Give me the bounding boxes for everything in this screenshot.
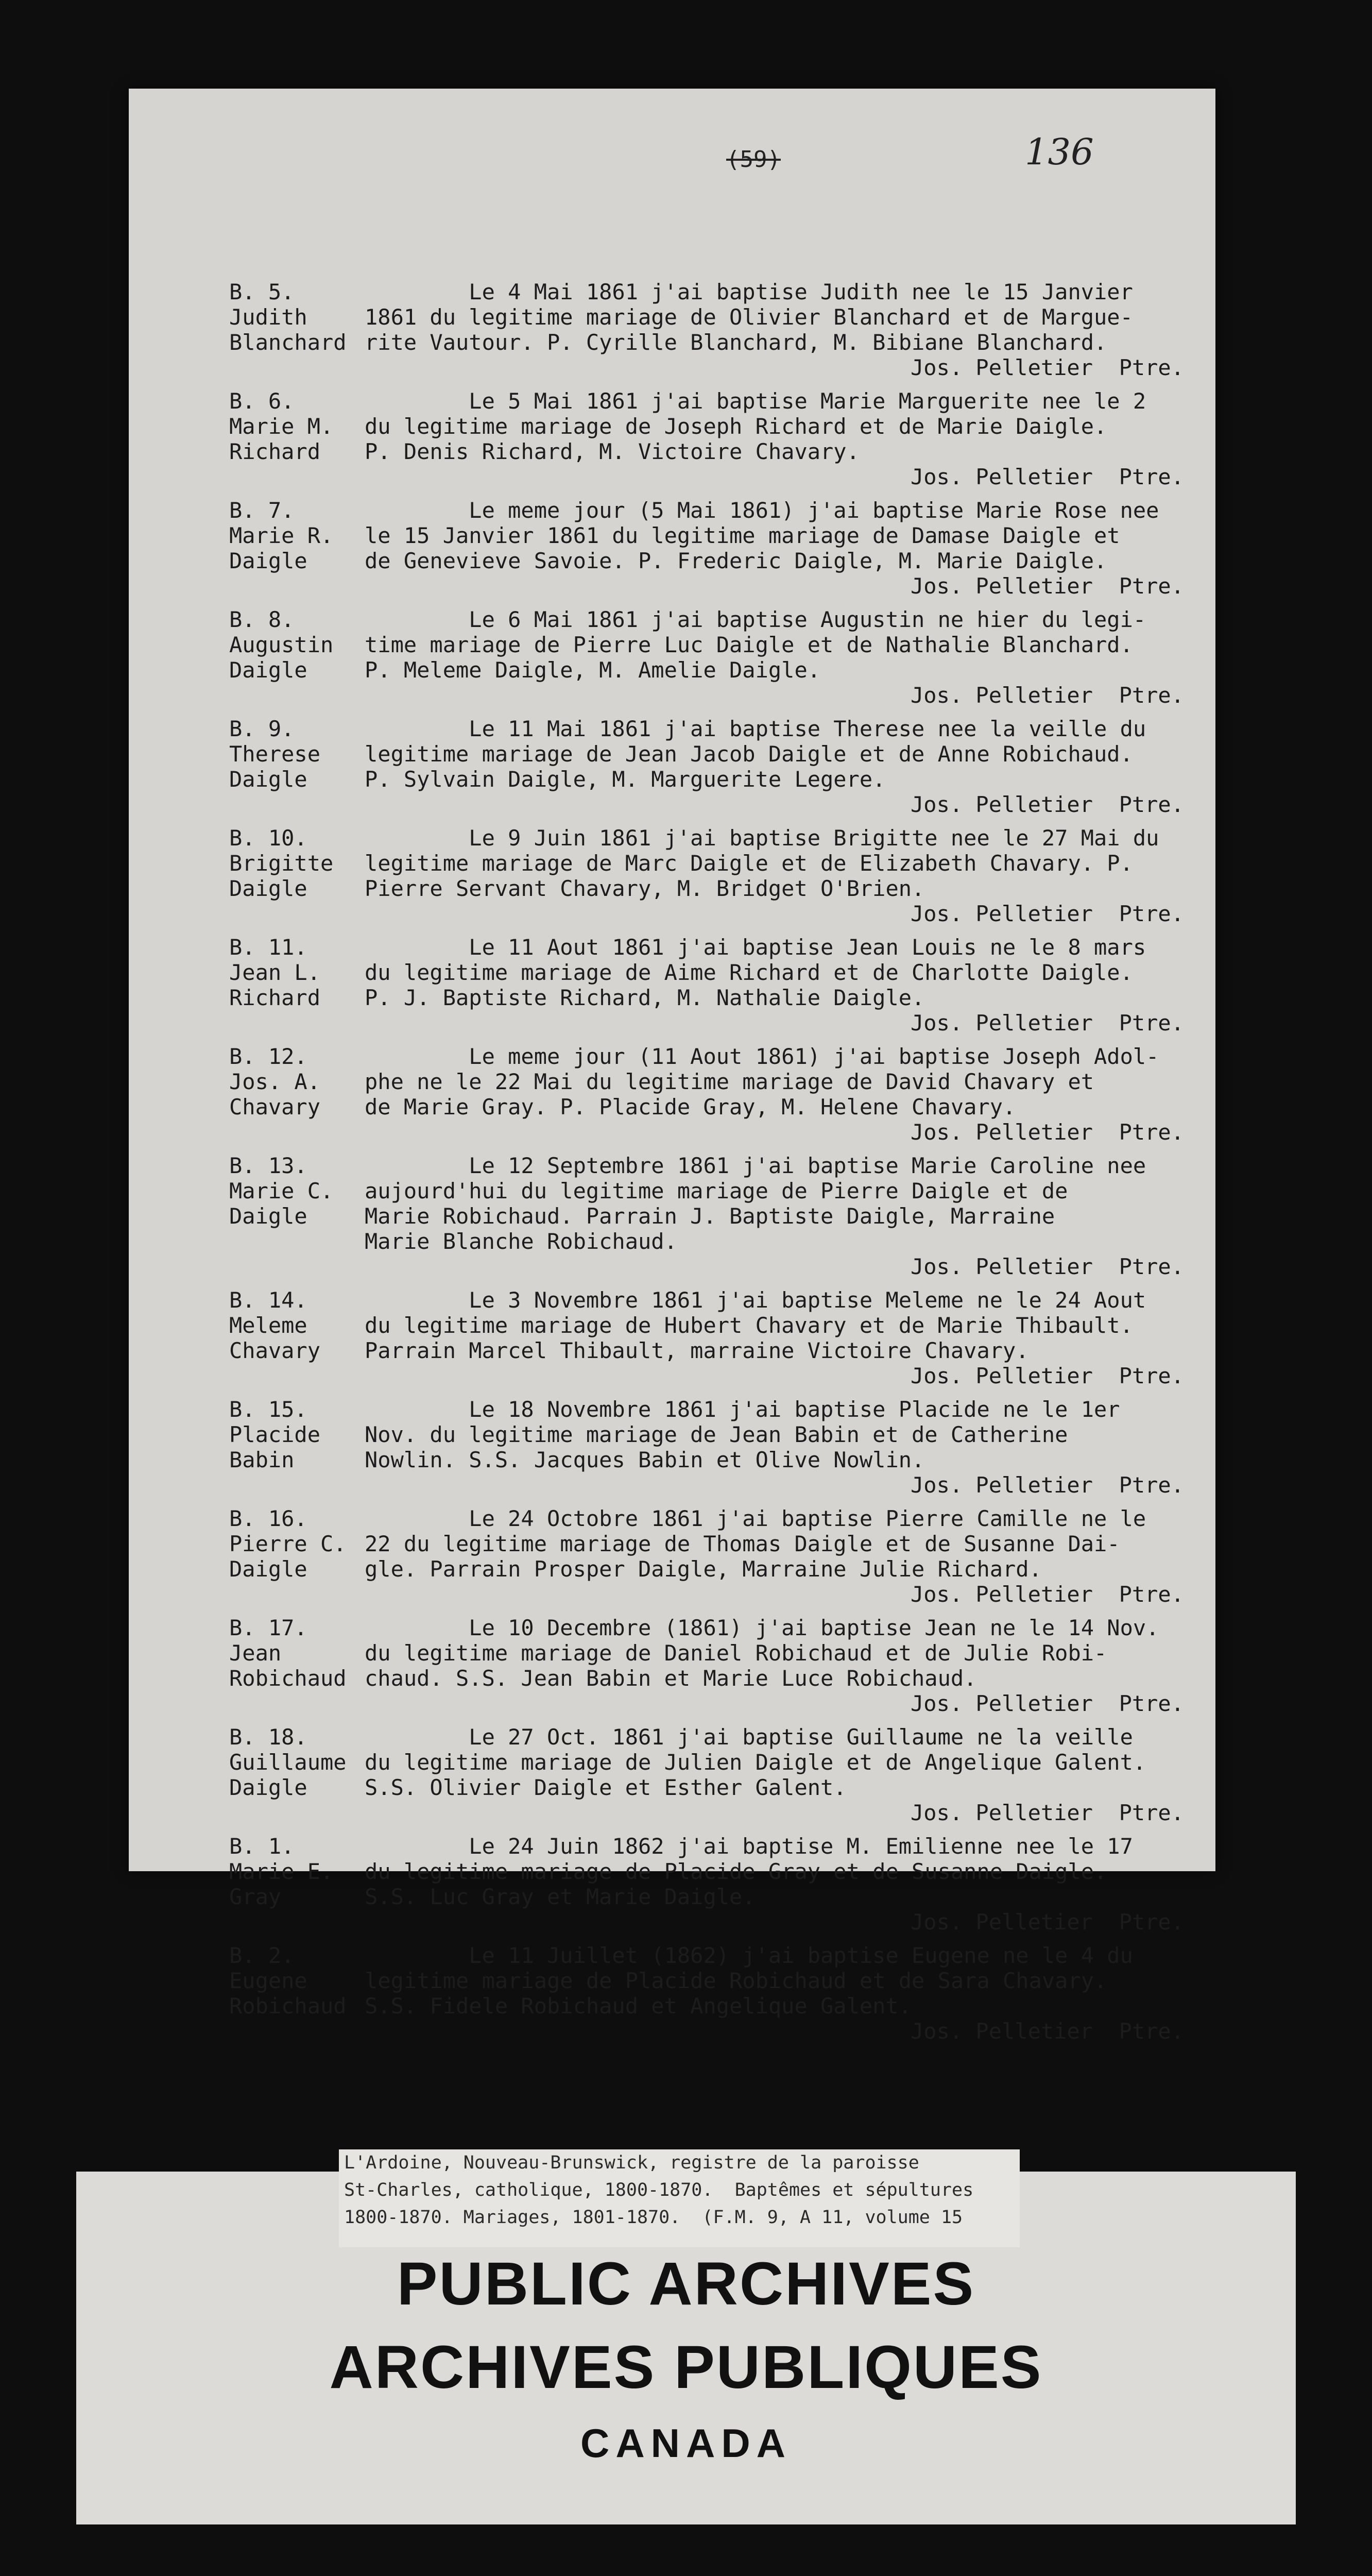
entry-text-line: P. Meleme Daigle, M. Amelie Daigle. bbox=[365, 657, 821, 683]
entry-text-line: Le 3 Novembre 1861 j'ai baptise Meleme ne le 24 Aout bbox=[365, 1287, 1146, 1313]
margin-note-line: Daigle bbox=[229, 657, 307, 683]
priest-signature: Jos. Pelletier Ptre. bbox=[911, 1472, 1185, 1498]
stamp-line-canada: CANADA bbox=[580, 2420, 792, 2466]
margin-note-line: Daigle bbox=[229, 1775, 307, 1800]
entry-text-line: S.S. Luc Gray et Marie Daigle. bbox=[365, 1884, 756, 1909]
entry-text-line: aujourd'hui du legitime mariage de Pierre Daigle et de bbox=[365, 1178, 1068, 1204]
margin-note-line: B. 14. bbox=[229, 1287, 307, 1313]
priest-signature: Jos. Pelletier Ptre. bbox=[911, 1010, 1185, 1036]
margin-note-line: B. 5. bbox=[229, 279, 295, 304]
priest-signature: Jos. Pelletier Ptre. bbox=[911, 1691, 1185, 1716]
entry-margin-note bbox=[229, 1943, 363, 2019]
entry-text-line: P. J. Baptiste Richard, M. Nathalie Daigle. bbox=[365, 985, 925, 1010]
entry-text-line: gle. Parrain Prosper Daigle, Marraine Julie Richard. bbox=[365, 1556, 1042, 1582]
margin-note-line: B. 9. bbox=[229, 716, 295, 741]
entry-margin-note bbox=[229, 1615, 363, 1691]
priest-signature: Jos. Pelletier Ptre. bbox=[911, 355, 1185, 380]
entry-text-line: P. Sylvain Daigle, M. Marguerite Legere. bbox=[365, 767, 886, 792]
margin-note-line: Daigle bbox=[229, 876, 307, 901]
entry-text bbox=[365, 279, 1197, 380]
baptism-entry bbox=[229, 825, 1197, 926]
margin-note-line: Blanchard bbox=[229, 330, 347, 355]
entry-text-line: Le 12 Septembre 1861 j'ai baptise Marie Caroline nee bbox=[365, 1153, 1146, 1178]
priest-signature: Jos. Pelletier Ptre. bbox=[911, 464, 1185, 489]
collection-label-line: 1800-1870. Mariages, 1801-1870. (F.M. 9, A 11, volume 15 bbox=[344, 2207, 963, 2228]
entry-text-line: Le 5 Mai 1861 j'ai baptise Marie Marguerite nee le 2 bbox=[365, 388, 1146, 414]
margin-note-line: Jean L. bbox=[229, 960, 321, 985]
margin-note-line: B. 15. bbox=[229, 1397, 307, 1422]
margin-note-line: Marie R. bbox=[229, 523, 334, 548]
entry-text bbox=[365, 935, 1197, 1036]
margin-note-line: Daigle bbox=[229, 1556, 307, 1582]
baptism-entry bbox=[229, 1506, 1197, 1607]
margin-note-line: Gray bbox=[229, 1884, 282, 1909]
entry-text-line: legitime mariage de Jean Jacob Daigle et de Anne Robichaud. bbox=[365, 741, 1133, 767]
entry-text-line: Le 24 Octobre 1861 j'ai baptise Pierre Camille ne le bbox=[365, 1506, 1146, 1531]
collection-label-line: St-Charles, catholique, 1800-1870. Baptêmes et sépultures bbox=[344, 2180, 974, 2200]
entry-text-line: du legitime mariage de Hubert Chavary et de Marie Thibault. bbox=[365, 1313, 1133, 1338]
entry-text-line: Parrain Marcel Thibault, marraine Victoire Chavary. bbox=[365, 1338, 1029, 1363]
baptism-entry bbox=[229, 1943, 1197, 2044]
entry-text-line: Le 11 Aout 1861 j'ai baptise Jean Louis ne le 8 mars bbox=[365, 935, 1146, 960]
margin-note-line: Jos. A. bbox=[229, 1069, 321, 1094]
entry-margin-note bbox=[229, 1153, 363, 1229]
entry-text-line: Le 11 Juillet (1862) j'ai baptise Eugene ne le 4 du bbox=[365, 1943, 1133, 1968]
margin-note-line: Jean bbox=[229, 1640, 282, 1666]
entry-margin-note bbox=[229, 935, 363, 1010]
priest-signature: Jos. Pelletier Ptre. bbox=[911, 1582, 1185, 1607]
margin-note-line: Babin bbox=[229, 1447, 295, 1472]
baptism-entry bbox=[229, 388, 1197, 489]
margin-note-line: B. 10. bbox=[229, 825, 307, 851]
entry-text-line: Le 4 Mai 1861 j'ai baptise Judith nee le 15 Janvier bbox=[365, 279, 1133, 304]
entry-margin-note bbox=[229, 1287, 363, 1363]
entry-text-line: 1861 du legitime mariage de Olivier Blanchard et de Margue- bbox=[365, 304, 1133, 330]
entry-margin-note bbox=[229, 607, 363, 683]
entry-text-line: du legitime mariage de Daniel Robichaud et de Julie Robi- bbox=[365, 1640, 1107, 1666]
entry-text-line: Le 9 Juin 1861 j'ai baptise Brigitte nee le 27 Mai du bbox=[365, 825, 1159, 851]
register-page bbox=[129, 89, 1215, 2044]
entry-margin-note bbox=[229, 1506, 363, 1582]
entry-text-line: Le 11 Mai 1861 j'ai baptise Therese nee la veille du bbox=[365, 716, 1146, 741]
entry-text-line: phe ne le 22 Mai du legitime mariage de David Chavary et bbox=[365, 1069, 1094, 1094]
entry-text-line: S.S. Fidele Robichaud et Angelique Galent. bbox=[365, 1993, 912, 2019]
entry-text bbox=[365, 388, 1197, 489]
margin-note-line: B. 16. bbox=[229, 1506, 307, 1531]
page-number-handwritten: 136 bbox=[1025, 131, 1094, 173]
entry-text-line: Le 18 Novembre 1861 j'ai baptise Placide ne le 1er bbox=[365, 1397, 1120, 1422]
entry-margin-note bbox=[229, 1044, 363, 1120]
priest-signature: Jos. Pelletier Ptre. bbox=[911, 683, 1185, 708]
margin-note-line: Chavary bbox=[229, 1338, 321, 1363]
entry-text-line: de Genevieve Savoie. P. Frederic Daigle, M. Marie Daigle. bbox=[365, 548, 1107, 573]
entry-text-line: Marie Blanche Robichaud. bbox=[365, 1229, 677, 1254]
entry-margin-note bbox=[229, 825, 363, 901]
margin-note-line: Daigle bbox=[229, 767, 307, 792]
margin-note-line: Placide bbox=[229, 1422, 321, 1447]
entry-text bbox=[365, 1615, 1197, 1716]
entry-text-line: legitime mariage de Placide Robichaud et de Sara Chavary. bbox=[365, 1968, 1107, 1993]
baptism-entries bbox=[229, 279, 1197, 2052]
priest-signature: Jos. Pelletier Ptre. bbox=[911, 1254, 1185, 1279]
entry-text-line: 22 du legitime mariage de Thomas Daigle et de Susanne Dai- bbox=[365, 1531, 1120, 1556]
margin-note-line: Therese bbox=[229, 741, 321, 767]
margin-note-line: Pierre C. bbox=[229, 1531, 347, 1556]
margin-note-line: B. 2. bbox=[229, 1943, 295, 1968]
entry-text-line: de Marie Gray. P. Placide Gray, M. Helene Chavary. bbox=[365, 1094, 1016, 1120]
margin-note-line: Guillaume bbox=[229, 1750, 347, 1775]
entry-margin-note bbox=[229, 1397, 363, 1472]
priest-signature: Jos. Pelletier Ptre. bbox=[911, 1120, 1185, 1145]
baptism-entry bbox=[229, 1044, 1197, 1145]
baptism-entry bbox=[229, 279, 1197, 380]
collection-label-line: L'Ardoine, Nouveau-Brunswick, registre de la paroisse bbox=[344, 2153, 919, 2173]
priest-signature: Jos. Pelletier Ptre. bbox=[911, 1909, 1185, 1935]
priest-signature: Jos. Pelletier Ptre. bbox=[911, 573, 1185, 599]
margin-note-line: B. 8. bbox=[229, 607, 295, 632]
margin-note-line: Richard bbox=[229, 439, 321, 464]
entry-text bbox=[365, 825, 1197, 926]
entry-margin-note bbox=[229, 1834, 363, 1909]
baptism-entry bbox=[229, 1153, 1197, 1279]
entry-text-line: P. Denis Richard, M. Victoire Chavary. bbox=[365, 439, 860, 464]
baptism-entry bbox=[229, 1724, 1197, 1825]
margin-note-line: Brigitte bbox=[229, 851, 334, 876]
stamp-line-public-archives: PUBLIC ARCHIVES bbox=[397, 2250, 975, 2318]
baptism-entry bbox=[229, 1615, 1197, 1716]
entry-text-line: S.S. Olivier Daigle et Esther Galent. bbox=[365, 1775, 847, 1800]
margin-note-line: Eugene bbox=[229, 1968, 307, 1993]
page-number-struck: (59) bbox=[726, 146, 781, 173]
entry-margin-note bbox=[229, 1724, 363, 1800]
priest-signature: Jos. Pelletier Ptre. bbox=[911, 1363, 1185, 1388]
margin-note-line: Daigle bbox=[229, 1204, 307, 1229]
margin-note-line: Meleme bbox=[229, 1313, 307, 1338]
entry-text-line: Le 6 Mai 1861 j'ai baptise Augustin ne hier du legi- bbox=[365, 607, 1146, 632]
entry-text bbox=[365, 1287, 1197, 1388]
entry-text-line: Nov. du legitime mariage de Jean Babin et de Catherine bbox=[365, 1422, 1068, 1447]
entry-text-line: du legitime mariage de Aime Richard et de Charlotte Daigle. bbox=[365, 960, 1133, 985]
entry-text bbox=[365, 1506, 1197, 1607]
margin-note-line: B. 11. bbox=[229, 935, 307, 960]
entry-text bbox=[365, 716, 1197, 817]
entry-text-line: Pierre Servant Chavary, M. Bridget O'Brien. bbox=[365, 876, 925, 901]
baptism-entry bbox=[229, 1834, 1197, 1935]
margin-note-line: Judith bbox=[229, 304, 307, 330]
baptism-entry bbox=[229, 607, 1197, 708]
entry-text bbox=[365, 607, 1197, 708]
entry-text-line: Le 10 Decembre (1861) j'ai baptise Jean ne le 14 Nov. bbox=[365, 1615, 1159, 1640]
entry-text-line: chaud. S.S. Jean Babin et Marie Luce Robichaud. bbox=[365, 1666, 977, 1691]
margin-note-line: Marie E. bbox=[229, 1859, 334, 1884]
entry-text-line: du legitime mariage de Joseph Richard et de Marie Daigle. bbox=[365, 414, 1107, 439]
entry-text bbox=[365, 1834, 1197, 1935]
entry-text-line: Marie Robichaud. Parrain J. Baptiste Daigle, Marraine bbox=[365, 1204, 1055, 1229]
margin-note-line: B. 1. bbox=[229, 1834, 295, 1859]
baptism-entry bbox=[229, 716, 1197, 817]
entry-text-line: Le meme jour (5 Mai 1861) j'ai baptise Marie Rose nee bbox=[365, 498, 1159, 523]
margin-note-line: Robichaud bbox=[229, 1666, 347, 1691]
entry-text bbox=[365, 1724, 1197, 1825]
entry-text-line: Nowlin. S.S. Jacques Babin et Olive Nowlin. bbox=[365, 1447, 925, 1472]
entry-text-line: rite Vautour. P. Cyrille Blanchard, M. Bibiane Blanchard. bbox=[365, 330, 1107, 355]
margin-note-line: B. 7. bbox=[229, 498, 295, 523]
margin-note-line: Chavary bbox=[229, 1094, 321, 1120]
margin-note-line: B. 13. bbox=[229, 1153, 307, 1178]
margin-note-line: B. 6. bbox=[229, 388, 295, 414]
margin-note-line: Marie C. bbox=[229, 1178, 334, 1204]
entry-margin-note bbox=[229, 716, 363, 792]
entry-text-line: Le 24 Juin 1862 j'ai baptise M. Emilienne nee le 17 bbox=[365, 1834, 1133, 1859]
entry-margin-note bbox=[229, 498, 363, 573]
baptism-entry bbox=[229, 935, 1197, 1036]
margin-note-line: B. 12. bbox=[229, 1044, 307, 1069]
baptism-entry bbox=[229, 498, 1197, 599]
entry-text bbox=[365, 1943, 1197, 2044]
entry-text-line: du legitime mariage de Placide Gray et de Susanne Daigle. bbox=[365, 1859, 1107, 1884]
priest-signature: Jos. Pelletier Ptre. bbox=[911, 901, 1185, 926]
margin-note-line: B. 18. bbox=[229, 1724, 307, 1750]
margin-note-line: Robichaud bbox=[229, 1993, 347, 2019]
collection-label bbox=[339, 2149, 1020, 2247]
priest-signature: Jos. Pelletier Ptre. bbox=[911, 2019, 1185, 2044]
margin-note-line: Richard bbox=[229, 985, 321, 1010]
margin-note-line: B. 17. bbox=[229, 1615, 307, 1640]
entry-text-line: du legitime mariage de Julien Daigle et de Angelique Galent. bbox=[365, 1750, 1146, 1775]
entry-text bbox=[365, 1044, 1197, 1145]
entry-text-line: le 15 Janvier 1861 du legitime mariage de Damase Daigle et bbox=[365, 523, 1120, 548]
entry-margin-note bbox=[229, 279, 363, 355]
entry-text bbox=[365, 498, 1197, 599]
entry-text-line: legitime mariage de Marc Daigle et de Elizabeth Chavary. P. bbox=[365, 851, 1133, 876]
margin-note-line: Marie M. bbox=[229, 414, 334, 439]
stamp-line-archives-publiques: ARCHIVES PUBLIQUES bbox=[329, 2333, 1043, 2401]
margin-note-line: Daigle bbox=[229, 548, 307, 573]
entry-text-line: time mariage de Pierre Luc Daigle et de Nathalie Blanchard. bbox=[365, 632, 1133, 657]
entry-text-line: Le 27 Oct. 1861 j'ai baptise Guillaume ne la veille bbox=[365, 1724, 1133, 1750]
entry-text-line: Le meme jour (11 Aout 1861) j'ai baptise Joseph Adol- bbox=[365, 1044, 1159, 1069]
priest-signature: Jos. Pelletier Ptre. bbox=[911, 1800, 1185, 1825]
entry-margin-note bbox=[229, 388, 363, 464]
entry-text bbox=[365, 1397, 1197, 1498]
baptism-entry bbox=[229, 1287, 1197, 1388]
margin-note-line: Augustin bbox=[229, 632, 334, 657]
baptism-entry bbox=[229, 1397, 1197, 1498]
entry-text bbox=[365, 1153, 1197, 1279]
priest-signature: Jos. Pelletier Ptre. bbox=[911, 792, 1185, 817]
